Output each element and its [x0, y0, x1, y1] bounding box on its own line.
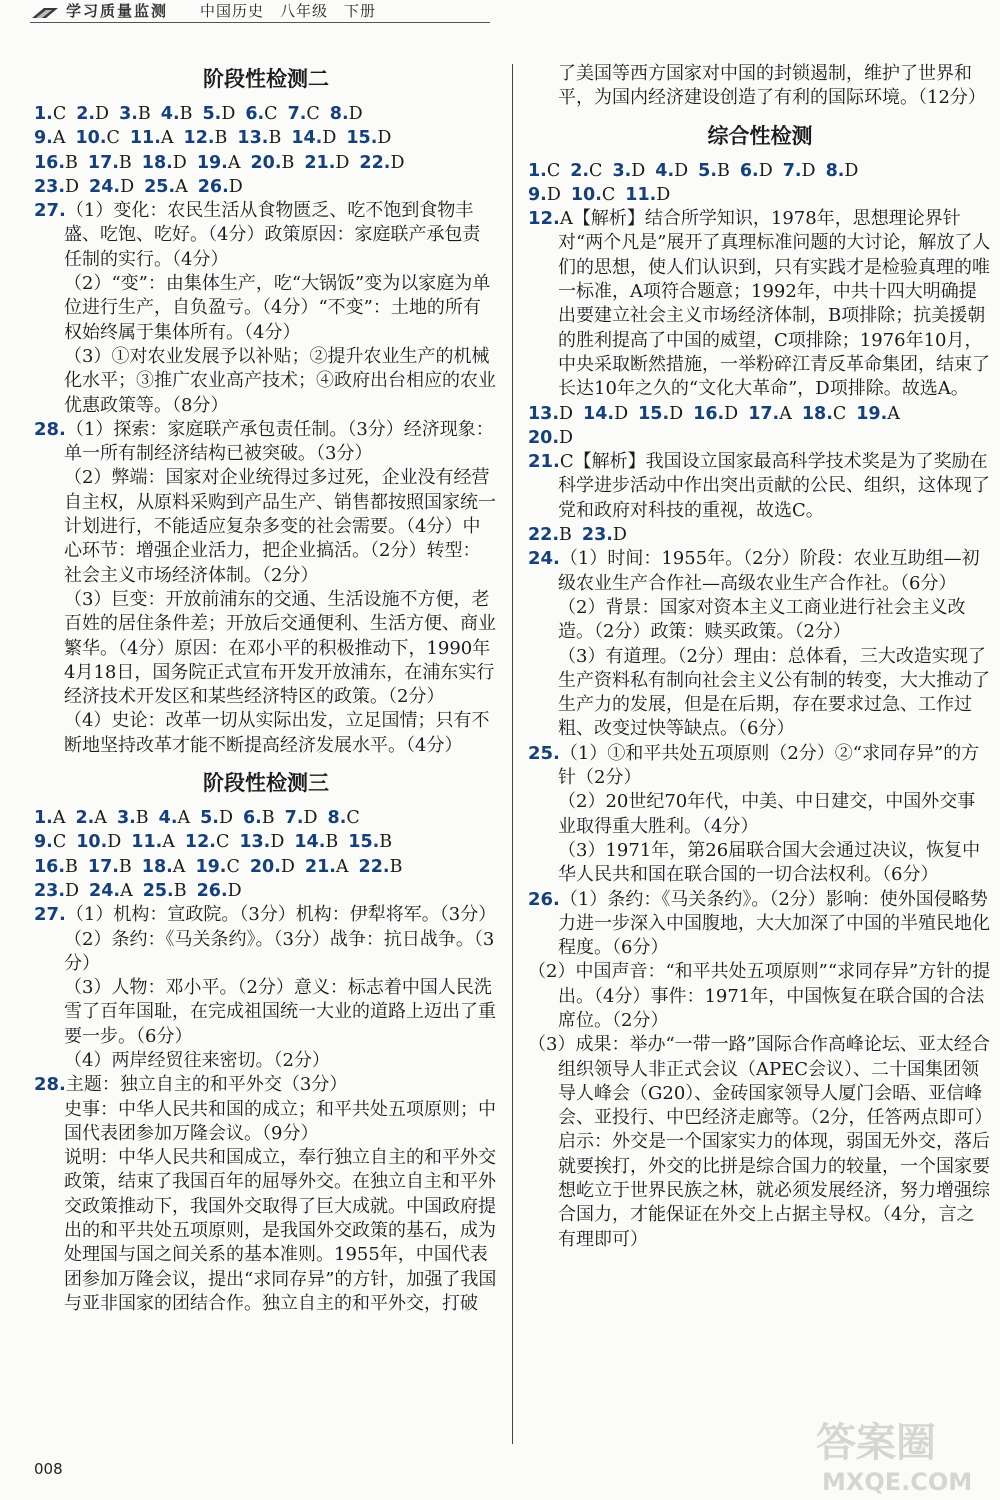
- mcq-number: 4.: [158, 808, 178, 829]
- mcq-answers-22-23: [528, 523, 992, 547]
- mcq-answer: B: [325, 832, 339, 853]
- mcq-number: 17.: [87, 856, 119, 877]
- mcq-answer: B: [716, 160, 730, 181]
- mcq-answer: A: [172, 856, 186, 877]
- answer-part: （2）20世纪70年代，中美、中日建交，中国外交事业取得重大胜利。（4分）: [558, 791, 976, 837]
- mcq-answer: D: [107, 832, 122, 853]
- mcq-answer: C: [52, 104, 67, 124]
- mcq-answer: D: [801, 160, 816, 181]
- mcq-answers-3: [34, 806, 498, 903]
- answer-part: （1）条约：《马关条约》。（2分）影响：使外国侵略势力进一步深入中国腹地，大大加深了中国的半殖民地化程度。（6分）: [558, 888, 990, 959]
- mcq-number: 24.: [89, 176, 121, 197]
- mcq-row: [34, 830, 498, 854]
- mcq-answer: D: [377, 128, 392, 149]
- mcq-number: 3.: [119, 104, 138, 124]
- mcq-answer: B: [379, 832, 393, 853]
- left-column: [34, 62, 498, 1316]
- mcq-number: 8.: [327, 808, 347, 829]
- mcq-answer: C: [832, 403, 847, 424]
- mcq-number: 22.: [528, 525, 560, 546]
- answer-part: （3）人物：邓小平。（2分）意义：标志着中国人民洗雪了百年国耻，在完成祖国统一大业的道路上迈出了重要一步。（6分）: [64, 977, 496, 1047]
- mcq-answer: B: [118, 152, 132, 173]
- mcq-row: [34, 151, 498, 175]
- mcq-number: 12.: [183, 128, 215, 149]
- mcq-answer: B: [268, 128, 282, 149]
- mcq-number: 16.: [34, 152, 66, 173]
- mcq-number: 5.: [698, 160, 717, 181]
- mcq-answer: B: [65, 856, 78, 877]
- mcq-number: 16.: [34, 856, 66, 877]
- mcq-answer: D: [270, 832, 285, 853]
- mcq-number: 11.: [129, 128, 161, 149]
- series-logo-icon: [30, 6, 60, 20]
- mcq-answer: D: [65, 880, 80, 901]
- mcq-answer: D: [631, 160, 646, 181]
- mcq-answer: A: [887, 403, 900, 424]
- watermark-line2: MXQE.COM: [822, 1468, 973, 1496]
- mcq-number: 8.: [825, 160, 845, 181]
- mcq-answer: D: [612, 525, 627, 546]
- mcq-number: 19.: [195, 856, 227, 877]
- mcq-number: 22.: [359, 152, 391, 173]
- mcq-answer: D: [335, 152, 350, 173]
- answer-part: （1）①和平共处五项原则（2分）②“求同存异”的方针（2分）: [558, 742, 980, 789]
- question-27: [34, 903, 498, 1073]
- mcq-number: 3.: [612, 160, 632, 181]
- mcq-answer: D: [120, 176, 135, 197]
- header-rule: [30, 22, 490, 23]
- mcq-answer: D: [844, 160, 859, 181]
- mcq-number: 26.: [196, 880, 228, 901]
- mcq-number: 19.: [196, 152, 228, 173]
- mcq-answer: B: [173, 880, 187, 901]
- mcq-number: 7.: [284, 808, 304, 829]
- mcq-number: 4.: [160, 104, 180, 124]
- mcq-answer: D: [758, 160, 773, 181]
- mcq-answers-13-20: [528, 402, 992, 451]
- question-28: [34, 1073, 498, 1316]
- mcq-number: 15.: [346, 128, 378, 149]
- mcq-row: [34, 806, 498, 830]
- mcq-number: 11.: [625, 184, 657, 205]
- answer-part: （3）①对农业发展予以补贴；②提升农业生产的机械化水平；③推广农业高产技术；④政府出台相应的农业优惠政策等。（8分）: [64, 345, 496, 416]
- question-number: 27.: [34, 200, 66, 222]
- question-12: [528, 207, 992, 401]
- mcq-number: 20.: [249, 856, 281, 877]
- mcq-answer: B: [214, 128, 228, 149]
- question-number: 24.: [528, 548, 560, 570]
- mcq-answer: A: [120, 880, 133, 901]
- mcq-number: 23.: [581, 525, 613, 546]
- mcq-answer: B: [135, 808, 149, 829]
- mcq-row: [528, 159, 992, 183]
- question-number: 26.: [528, 888, 560, 910]
- answer-part: （2）中国声音：“和平共处五项原则”“求同存异”方针的提出。（4分）事件：1971年，中国恢复在联合国的合法席位。（2分）: [528, 961, 991, 1031]
- mcq-answer: A: [52, 808, 66, 829]
- mcq-answer: B: [137, 104, 151, 124]
- answer-part: C【解析】我国设立国家最高科学技术奖是为了奖励在科学进步活动中作出突出贡献的公民、组织，这体现了党和政府对科技的重视，故选C。: [558, 451, 990, 521]
- mcq-answer: B: [65, 152, 78, 173]
- mcq-number: 17.: [748, 403, 780, 424]
- mcq-answer: D: [724, 403, 739, 424]
- answer-part: 史事：中华人民共和国的成立；和平共处五项原则；中国代表团参加万隆会议。（9分）: [64, 1098, 496, 1144]
- page-number: 008: [34, 1460, 63, 1478]
- mcq-answer: C: [546, 160, 561, 181]
- answer-part: （2）“变”：由集体生产，吃“大锅饭”变为以家庭为单位进行生产，自负盈亏。（4分）“不变”：土地的所有权始终属于集体所有。（4分）: [64, 273, 491, 343]
- series-title: 学习质量监测: [66, 2, 169, 20]
- mcq-answer: B: [261, 808, 275, 829]
- mcq-answer: D: [65, 176, 80, 197]
- mcq-number: 24.: [89, 880, 121, 901]
- mcq-answer: C: [264, 104, 278, 124]
- subject-title: 中国历史 八年级 下册: [200, 2, 377, 20]
- mcq-number: 1.: [34, 808, 53, 829]
- mcq-number: 5.: [202, 104, 222, 124]
- mcq-number: 23.: [34, 880, 66, 901]
- mcq-row: [528, 523, 992, 547]
- question-number: 25.: [528, 742, 560, 764]
- mcq-answer: D: [348, 104, 363, 124]
- page-header: [0, 0, 1000, 40]
- mcq-row: [528, 426, 992, 450]
- mcq-answers-comprehensive: [528, 159, 992, 208]
- mcq-answer: D: [221, 104, 236, 124]
- mcq-number: 13.: [237, 128, 269, 149]
- mcq-number: 8.: [329, 104, 349, 124]
- question-27: [34, 199, 498, 418]
- mcq-answer: D: [669, 403, 684, 424]
- mcq-number: 12.: [184, 832, 216, 853]
- mcq-answer: A: [160, 128, 174, 149]
- mcq-number: 14.: [291, 128, 323, 149]
- mcq-answer: B: [281, 152, 295, 173]
- mcq-number: 6.: [242, 808, 262, 829]
- mcq-answer: D: [95, 104, 110, 124]
- mcq-answer: A: [335, 856, 349, 877]
- mcq-number: 2.: [75, 808, 95, 829]
- question-28: [34, 418, 498, 758]
- mcq-number: 10.: [75, 128, 107, 149]
- mcq-answer: D: [172, 152, 187, 173]
- answer-part: （3）1971年，第26届联合国大会通过决议，恢复中华人民共和国在联合国的一切合法权利。（6分）: [558, 839, 981, 886]
- mcq-number: 21.: [304, 856, 336, 877]
- question-25: [528, 742, 992, 888]
- section-title-2: 阶段性检测二: [203, 67, 329, 91]
- mcq-answer: B: [559, 525, 572, 546]
- mcq-row: [528, 402, 992, 426]
- mcq-answer: C: [52, 832, 67, 853]
- mcq-answer: D: [228, 176, 243, 197]
- mcq-answer: D: [303, 808, 318, 829]
- mcq-number: 21.: [304, 152, 336, 173]
- mcq-answer: C: [215, 832, 230, 853]
- mcq-number: 9.: [528, 184, 547, 205]
- mcq-number: 1.: [528, 160, 547, 181]
- mcq-answer: C: [306, 104, 320, 124]
- answer-part: （1）探索：家庭联产承包责任制。（3分）经济现象：单一所有制经济结构已被突破。（3分）: [64, 418, 494, 465]
- mcq-answer: D: [390, 152, 405, 173]
- mcq-row: [34, 175, 498, 199]
- right-column: [528, 62, 992, 1252]
- mcq-number: 2.: [76, 104, 96, 124]
- question-21: [528, 450, 992, 523]
- answer-part: （3）巨变：开放前浦东的交通、生活设施不方便，老百姓的居住条件差；开放后交通便利、生活方便、商业繁华。（4分）原因：在邓小平的积极推动下，1990年4月18日，国务院正式宣布开发开放浦东，在浦东实行经济技术开发区和某些经济特区的政策。（2分）: [64, 588, 496, 708]
- mcq-number: 5.: [200, 808, 219, 829]
- mcq-answer: A: [177, 808, 191, 829]
- mcq-answer: D: [559, 427, 574, 448]
- mcq-row: [34, 102, 498, 126]
- mcq-number: 14.: [583, 403, 615, 424]
- mcq-row: [34, 879, 498, 903]
- answer-part: （1）时间：1955年。（2分）阶段：农业互助组—初级农业生产合作社—高级农业生产合作社。（6分）: [558, 548, 980, 594]
- mcq-answer: A: [227, 152, 241, 173]
- mcq-number: 11.: [131, 832, 163, 853]
- mcq-answer: C: [226, 856, 240, 877]
- mcq-answer: B: [118, 856, 132, 877]
- question-number: 27.: [34, 904, 66, 926]
- question-26: [528, 888, 992, 1252]
- mcq-number: 14.: [294, 832, 326, 853]
- mcq-answer: C: [346, 808, 360, 829]
- mcq-number: 19.: [856, 403, 888, 424]
- section-title-comprehensive: 综合性检测: [707, 123, 813, 148]
- mcq-answer: D: [614, 403, 629, 424]
- answer-part: （2）条约：《马关条约》。（3分）战争：抗日战争。（3分）: [64, 928, 495, 974]
- mcq-number: 23.: [34, 176, 66, 197]
- mcq-number: 26.: [197, 176, 229, 197]
- mcq-answer: D: [546, 184, 561, 205]
- mcq-number: 15.: [638, 403, 670, 424]
- answer-part: （2）背景：国家对资本主义工商业进行社会主义改造。（2分）政策：赎买政策。（2分）: [558, 596, 966, 643]
- mcq-number: 3.: [116, 808, 136, 829]
- continued-answer: [528, 62, 992, 111]
- mcq-number: 2.: [570, 160, 590, 181]
- mcq-number: 7.: [782, 160, 802, 181]
- column-divider: [512, 64, 513, 1444]
- question-number: 28.: [34, 1074, 66, 1096]
- mcq-answer: B: [389, 856, 403, 877]
- mcq-number: 25.: [144, 176, 176, 197]
- mcq-number: 15.: [348, 832, 380, 853]
- mcq-answers-2: [34, 102, 498, 199]
- mcq-number: 9.: [34, 832, 53, 853]
- mcq-number: 7.: [287, 104, 307, 124]
- question-number: 12.: [528, 208, 560, 230]
- mcq-answer: C: [601, 184, 616, 205]
- mcq-number: 4.: [655, 160, 675, 181]
- answer-part: （3）有道理。（2分）理由：总体看，三大改造实现了生产资料私有制向社会主义公有制的转变，大大推动了生产力的发展，但是在后期，存在要求过急、工作过粗、改变过快等缺点。（6分）: [558, 645, 990, 740]
- mcq-number: 18.: [141, 856, 173, 877]
- mcq-answer: D: [674, 160, 689, 181]
- mcq-row: [34, 855, 498, 879]
- mcq-answer: B: [179, 104, 193, 124]
- mcq-number: 9.: [34, 128, 53, 149]
- mcq-number: 18.: [801, 403, 833, 424]
- mcq-number: 1.: [34, 104, 53, 124]
- answer-part: （1）机构：宣政院。（3分）机构：伊犁将军。（3分）: [65, 904, 497, 926]
- mcq-answer: D: [656, 184, 671, 205]
- mcq-answer: C: [106, 128, 120, 149]
- mcq-number: 13.: [239, 832, 271, 853]
- mcq-number: 25.: [142, 880, 174, 901]
- answer-part: （3）成果：举办“一带一路”国际合作高峰论坛、亚太经合组织领导人非正式会议（APEC会议）、二十国集团领导人峰会（G20）、金砖国家领导人厦门会晤、亚信峰会、亚投行、中巴经济走廊等。（2分，任答两点即可）启示：外交是一个国家实力的体现，弱国无外交，落后就要挨打，外交的比拼是综合国力的较量，一个国家要想屹立于世界民族之林，就必须发展经济，努力增强综合国力，才能保证在外交上占据主导权。（4分，言之有理即可）: [528, 1034, 990, 1250]
- mcq-answer: A: [94, 808, 107, 829]
- mcq-answer: A: [52, 128, 66, 149]
- answer-part: （4）两岸经贸往来密切。（2分）: [64, 1049, 330, 1071]
- section-title-3: 阶段性检测三: [203, 771, 329, 796]
- mcq-answer: D: [322, 128, 337, 149]
- watermark-line1: 答案圈: [816, 1420, 936, 1466]
- mcq-row: [34, 126, 498, 150]
- mcq-answer: D: [559, 403, 574, 424]
- mcq-answer: A: [175, 176, 188, 197]
- answer-part: 说明：中华人民共和国成立，奉行独立自主的和平外交政策，结束了我国百年的屈辱外交。在独立自主和平外交政策推动下，我国外交取得了巨大成就。中国政府提出的和平共处五项原则，是我国外交政策的基石，成为处理国与国之间关系的基本准则。1955年，中国代表团参加万隆会议，提出“求同存异”的方针，加强了我国与亚非国家的团结合作。独立自主的和平外交，打破: [64, 1147, 497, 1314]
- mcq-answer: A: [162, 832, 175, 853]
- mcq-number: 6.: [739, 160, 759, 181]
- answer-part: （4）史论：改革一切从实际出发，立足国情；只有不断地坚持改革才能不断提高经济发展水平。（4分）: [64, 710, 490, 756]
- mcq-number: 22.: [358, 856, 390, 877]
- mcq-answer: D: [227, 880, 242, 901]
- mcq-number: 10.: [76, 832, 108, 853]
- mcq-answer: D: [280, 856, 295, 877]
- mcq-answer: A: [779, 403, 792, 424]
- answer-part: A【解析】结合所学知识，1978年，思想理论界针对“两个凡是”展开了真理标准问题的大讨论，解放了人们的思想，使人们认识到，只有实践才是检验真理的唯一标准，A项符合题意；1992年，中共十四大明确提出要建立社会主义市场经济体制，B项排除；抗美援朝的胜利提高了中国的威望，C项排除；1976年10月，中央采取断然措施，一举粉碎江青反革命集团，结束了长达10年之久的“文化大革命”，D项排除。故选A。: [558, 208, 991, 400]
- question-number: 28.: [34, 418, 66, 440]
- answer-part: 了美国等西方国家对中国的封锁遏制，维护了世界和平，为国内经济建设创造了有利的国际环境。（12分）: [558, 63, 986, 109]
- mcq-number: 20.: [528, 427, 560, 448]
- answer-part: （2）弊端：国家对企业统得过多过死，企业没有经营自主权，从原料采购到产品生产、销售都按照国家统一计划进行，不能适应复杂多变的社会需要。（4分）中心环节：增强企业活力，把企业搞活。（2分）转型：社会主义市场经济体制。（2分）: [64, 467, 496, 586]
- mcq-number: 16.: [693, 403, 725, 424]
- mcq-number: 17.: [87, 152, 119, 173]
- mcq-number: 10.: [570, 184, 602, 205]
- mcq-answer: C: [589, 160, 603, 181]
- mcq-number: 6.: [245, 104, 265, 124]
- question-24: [528, 547, 992, 741]
- mcq-number: 18.: [141, 152, 173, 173]
- mcq-number: 20.: [250, 152, 282, 173]
- watermark-logo: [808, 1410, 988, 1496]
- answer-part: （1）变化：农民生活从食物匮乏、吃不饱到食物丰盛、吃饱、吃好。（4分）政策原因：家庭联产承包责任制的实行。（4分）: [64, 200, 481, 270]
- mcq-answer: D: [218, 808, 233, 829]
- mcq-row: [528, 183, 992, 207]
- question-number: 21.: [528, 451, 560, 473]
- answer-part: 主题：独立自主的和平外交（3分）: [65, 1074, 348, 1096]
- mcq-number: 13.: [528, 403, 560, 424]
